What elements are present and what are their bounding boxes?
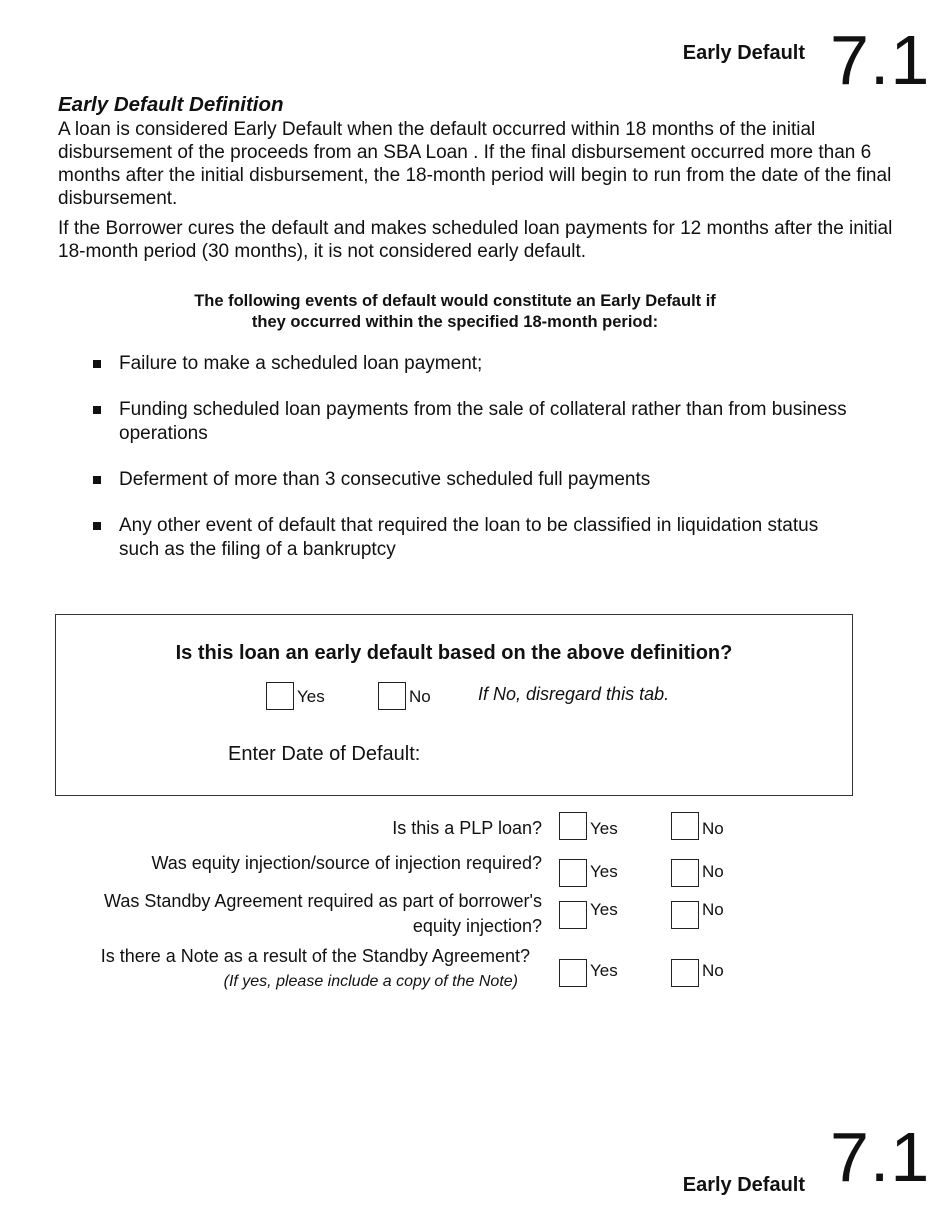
standby-agreement-no-label: No: [702, 900, 724, 919]
plp-loan-no-label: No: [702, 819, 724, 838]
equity-injection-no-label: No: [702, 862, 724, 881]
early-default-no-label: No: [409, 687, 431, 706]
equity-injection-yes-checkbox[interactable]: [559, 859, 587, 887]
plp-loan-no-checkbox[interactable]: [671, 812, 699, 840]
list-item: Any other event of default that required the loan to be classified in liquidation status such as the filing of a bankruptcy: [93, 514, 853, 562]
early-default-question: Is this loan an early default based on the above definition?: [175, 642, 733, 664]
early-default-yes-label: Yes: [297, 687, 325, 706]
definition-title: Early Default Definition: [58, 93, 284, 116]
header-section-number: 7.1: [830, 21, 931, 99]
events-lead-line-1: The following events of default would constitute an Early Default if: [194, 292, 716, 310]
list-item: Deferment of more than 3 consecutive scheduled full payments: [93, 468, 853, 492]
plp-loan-yes-label: Yes: [590, 819, 618, 838]
header-title: Early Default: [682, 42, 805, 64]
standby-agreement-question: Was Standby Agreement required as part of borrower's equity injection?: [104, 891, 542, 936]
bullet-square-icon: [93, 522, 101, 530]
early-default-note: If No, disregard this tab.: [478, 684, 670, 704]
equity-injection-question: Was equity injection/source of injection required?: [151, 853, 542, 873]
bullet-square-icon: [93, 360, 101, 368]
list-item: Failure to make a scheduled loan payment;: [93, 352, 853, 376]
early-default-no-checkbox[interactable]: [378, 682, 406, 710]
list-item: Funding scheduled loan payments from the sale of collateral rather than from business operations: [93, 398, 853, 446]
plp-loan-yes-checkbox[interactable]: [559, 812, 587, 840]
early-default-yes-checkbox[interactable]: [266, 682, 294, 710]
standby-agreement-no-checkbox[interactable]: [671, 901, 699, 929]
events-lead: [0, 291, 910, 333]
footer-title: Early Default: [682, 1174, 805, 1196]
bullet-square-icon: [93, 476, 101, 484]
standby-agreement-yes-checkbox[interactable]: [559, 901, 587, 929]
early-default-box: [55, 614, 853, 796]
standby-note-yes-checkbox[interactable]: [559, 959, 587, 987]
standby-agreement-yes-label: Yes: [590, 900, 618, 919]
events-list: [93, 352, 853, 562]
bullet-square-icon: [93, 406, 101, 414]
definition-paragraph-1: A loan is considered Early Default when the default occurred within 18 months of the initial disbursement of the proceeds from an SBA Loan . If the final disbursement occurred more than 6 months after the initial disbursement, the 18-month period will begin to run from the date of the final disbursement.: [58, 119, 892, 209]
footer-section-number: 7.1: [830, 1118, 931, 1196]
definition-paragraph-2: If the Borrower cures the default and makes scheduled loan payments for 12 months after the initial 18-month period (30 months), it is not considered early default.: [58, 218, 893, 262]
standby-note-subtext: (If yes, please include a copy of the Note): [223, 973, 518, 990]
equity-injection-no-checkbox[interactable]: [671, 859, 699, 887]
standby-note-no-checkbox[interactable]: [671, 959, 699, 987]
plp-loan-question: Is this a PLP loan?: [392, 818, 542, 838]
standby-note-yes-label: Yes: [590, 961, 618, 980]
standby-note-no-label: No: [702, 961, 724, 980]
events-lead-line-2: they occurred within the specified 18-month period:: [251, 313, 659, 331]
date-of-default-label: Enter Date of Default:: [228, 743, 421, 765]
standby-note-question: Is there a Note as a result of the Standby Agreement?: [100, 946, 530, 966]
equity-injection-yes-label: Yes: [590, 862, 618, 881]
